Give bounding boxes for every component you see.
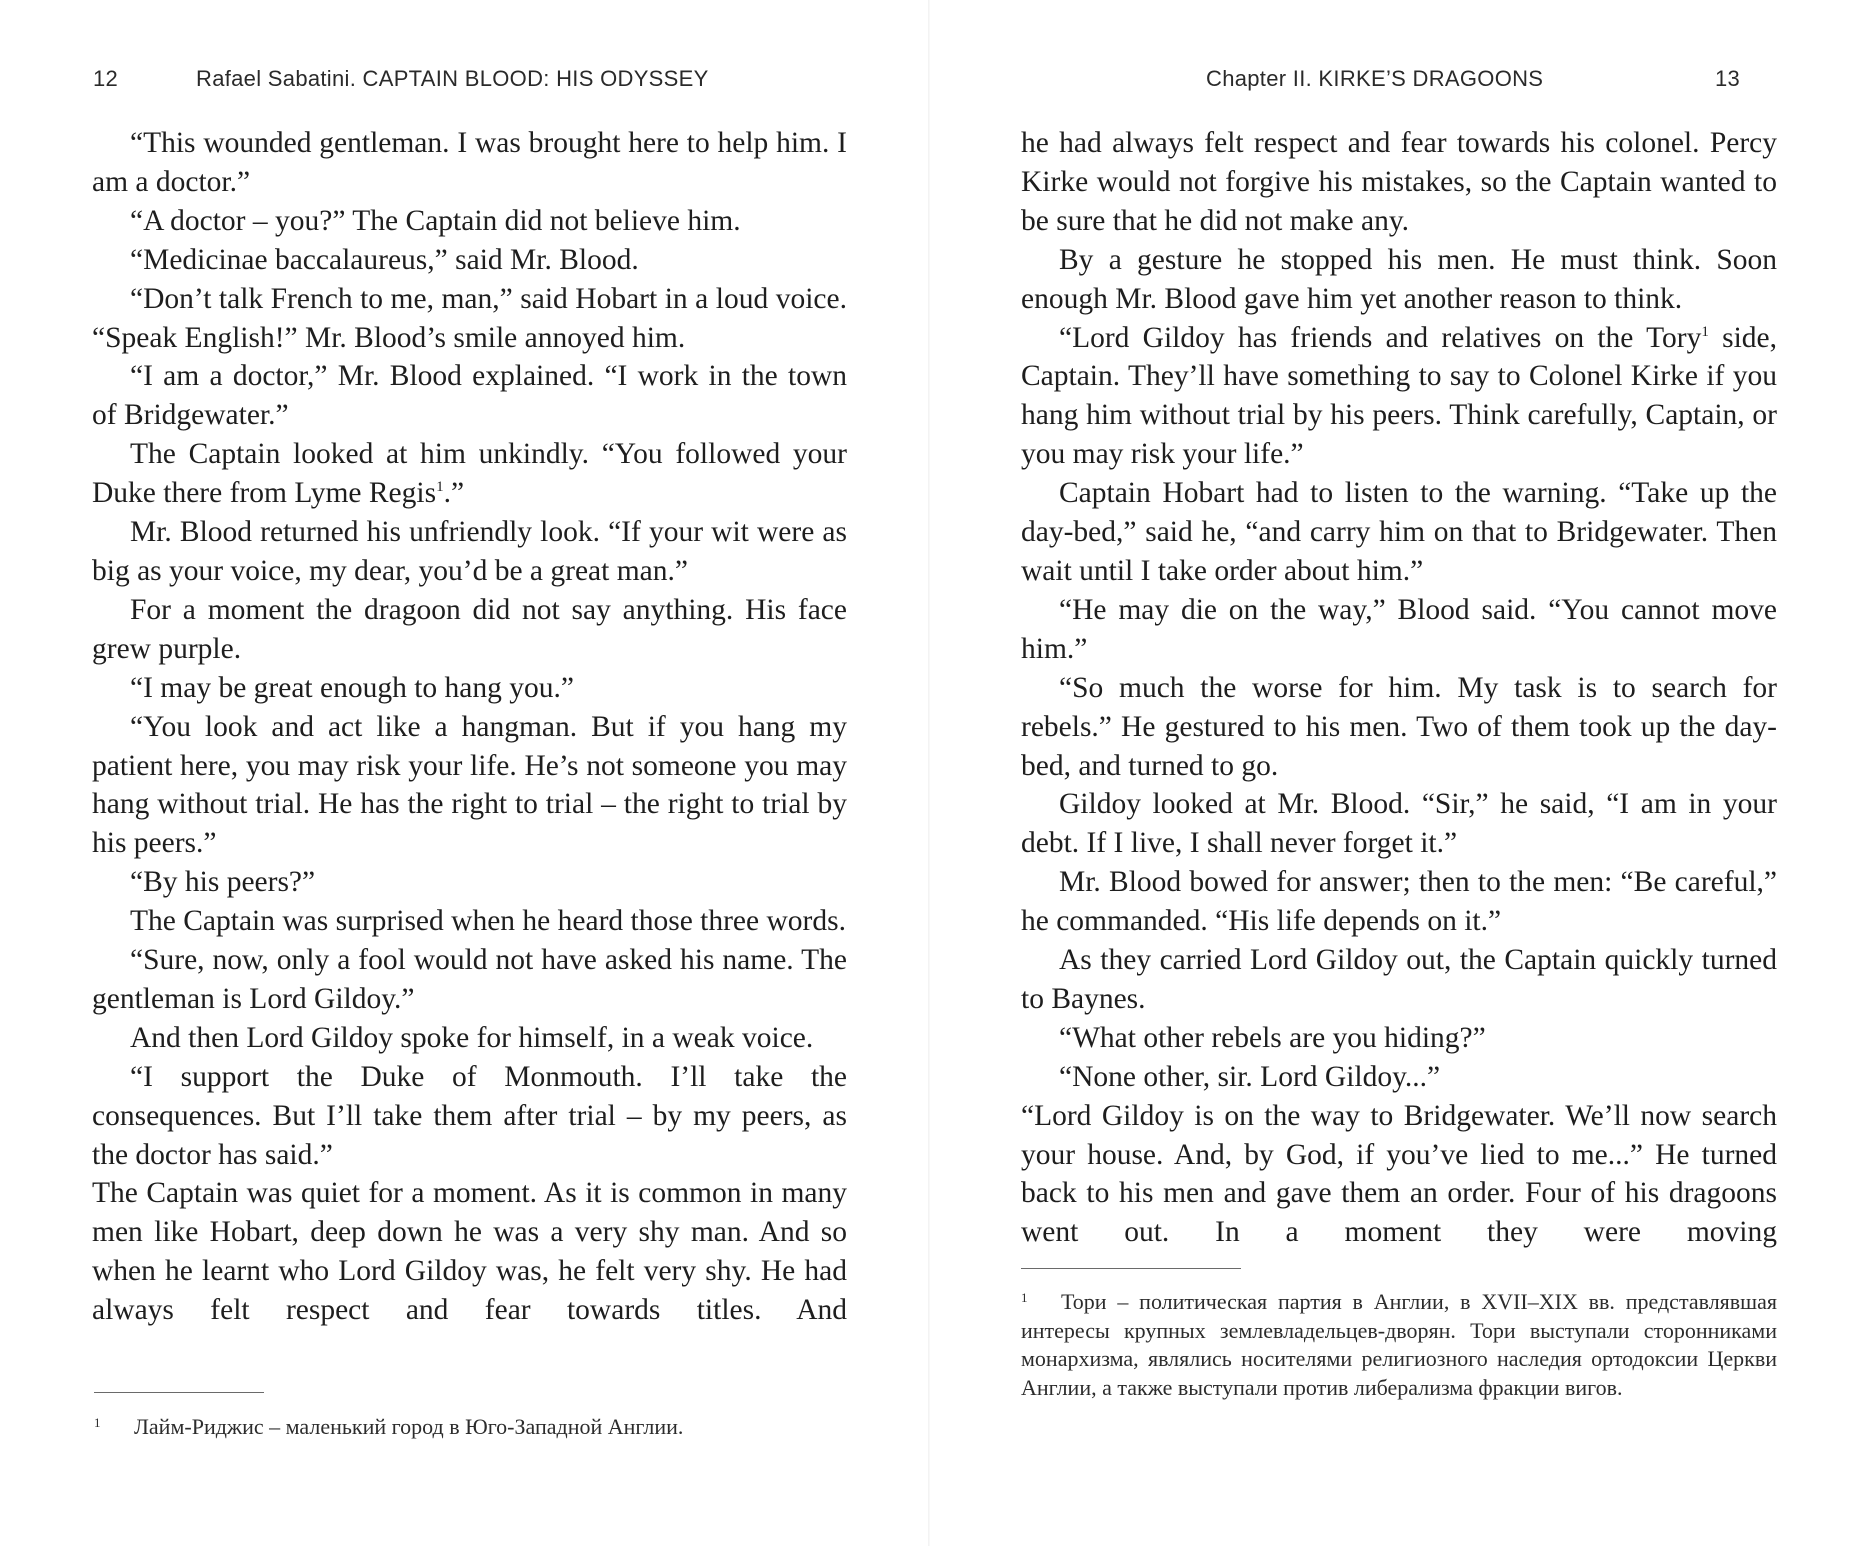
footnote — [94, 1413, 848, 1442]
paragraph: “This wounded gentleman. I was brought here to help him. I am a doctor.” — [92, 127, 847, 198]
paragraph: “By his peers?” — [130, 866, 316, 899]
paragraph: “You look and act like a hangman. But if you hang my patient here, you may risk your life. He’s not someone you may hang without trial. He has the right to trial – the right to trial by his peers.” — [92, 710, 847, 860]
paragraph: As they carried Lord Gildoy out, the Captain quickly turned to Baynes. — [1021, 944, 1777, 1015]
page-number: 12 — [93, 66, 119, 91]
running-head: Chapter II. KIRKE’S DRAGOONS — [1206, 66, 1544, 91]
paragraph: “I support the Duke of Monmouth. I’ll take the consequences. But I’ll take them after trial – by my peers, as the doctor has said.” — [92, 1060, 847, 1171]
paragraph-text: side, Captain. They’ll have something to say to Colonel Kirke if you hang him without trial by his peers. Think carefully, Captain, or you may risk your life.” — [1021, 321, 1777, 471]
body-text — [92, 124, 847, 1330]
paragraph: Mr. Blood bowed for answer; then to the men: “Be careful,” he commanded. “His life depends on it.” — [1021, 866, 1777, 938]
paragraph: “He may die on the way,” Blood said. “You cannot move him.” — [1021, 593, 1777, 665]
paragraph — [92, 435, 847, 513]
right-page — [929, 0, 1858, 1546]
paragraph: Mr. Blood returned his unfriendly look. “If your wit were as big as your voice, my dear, you’d be a great man.” — [92, 516, 847, 587]
paragraph: “A doctor – you?” The Captain did not believe him. — [130, 204, 741, 237]
paragraph: The Captain was surprised when he heard those three words. — [130, 905, 846, 938]
paragraph: Gildoy looked at Mr. Blood. “Sir,” he said, “I am in your debt. If I live, I shall never forget it.” — [1021, 788, 1777, 860]
paragraph: “Medicinae baccalaureus,” said Mr. Blood. — [130, 243, 639, 276]
paragraph: “I am a doctor,” Mr. Blood explained. “I work in the town of Bridgewater.” — [92, 360, 847, 432]
footnote — [1021, 1288, 1777, 1402]
running-head: Rafael Sabatini. CAPTAIN BLOOD: HIS ODYSSEY — [196, 66, 709, 91]
paragraph-text: The Captain looked at him unkindly. “You followed your Duke there from Lyme Regis — [92, 438, 847, 510]
paragraph: Captain Hobart had to listen to the warning. “Take up the day-bed,” said he, “and carry him on that to Bridgewater. Then wait until I take order about him.” — [1021, 477, 1777, 587]
paragraph — [1021, 319, 1777, 475]
continued-paragraph: he had always felt respect and fear towards his colonel. Percy Kirke would not forgive his mistakes, so the Captain wanted to be sure that he did not make any. — [1021, 127, 1777, 237]
footnote-marker: 1 — [94, 1415, 101, 1430]
paragraph: By a gesture he stopped his men. He must think. Soon enough Mr. Blood gave him yet another reason to think. — [1021, 243, 1777, 315]
paragraph: “So much the worse for him. My task is to search for rebels.” He gestured to his men. Two of them took up the day-bed, and turned to go. — [1021, 671, 1777, 782]
footnote-reference[interactable]: 1 — [436, 479, 444, 496]
paragraph: “I may be great enough to hang you.” — [130, 671, 574, 704]
footnote-divider — [94, 1392, 264, 1393]
paragraph: And then Lord Gildoy spoke for himself, in a weak voice. — [130, 1021, 814, 1054]
footnote-text: Тори – политическая партия в Англии, в XVII–XIX вв. представлявшая интересы крупных землевладельцев-дворян. Тори выступали сторонниками монархизма, являлись носителями религиозного наследия ортодоксии Церкви Англии, а также выступали против либерализма фракции вигов. — [1021, 1289, 1777, 1400]
paragraph: “None other, sir. Lord Gildoy...” — [1059, 1060, 1441, 1093]
paragraph: “What other rebels are you hiding?” — [1059, 1021, 1486, 1054]
footnote-reference[interactable]: 1 — [1701, 323, 1709, 340]
body-text — [1021, 124, 1777, 1252]
paragraph: “Sure, now, only a fool would not have asked his name. The gentleman is Lord Gildoy.” — [92, 944, 847, 1015]
paragraph-text: “Lord Gildoy has friends and relatives on the Tory — [1059, 321, 1702, 354]
paragraph: The Captain was quiet for a moment. As it is common in many men like Hobart, deep down he was a very shy man. And so when he learnt who Lord Gildoy was, he felt very shy. He had always felt respect and fear towards titles. And — [92, 1177, 847, 1327]
footnote-marker: 1 — [1021, 1290, 1028, 1305]
paragraph: “Lord Gildoy is on the way to Bridgewater. We’ll now search your house. And, by God, if you’ve lied to me...” He turned back to his men and gave them an order. Four of his dragoons went out. In a moment they were moving — [1021, 1099, 1777, 1249]
paragraph-text: .” — [443, 477, 465, 510]
footnote-divider — [1021, 1268, 1241, 1269]
paragraph: “Don’t talk French to me, man,” said Hobart in a loud voice. “Speak English!” Mr. Blood’s smile annoyed him. — [92, 282, 847, 354]
paragraph: For a moment the dragoon did not say anything. His face grew purple. — [92, 593, 847, 665]
footnote-text: Лайм-Риджис – маленький город в Юго-Западной Англии. — [134, 1414, 684, 1439]
page-number: 13 — [1715, 66, 1741, 91]
